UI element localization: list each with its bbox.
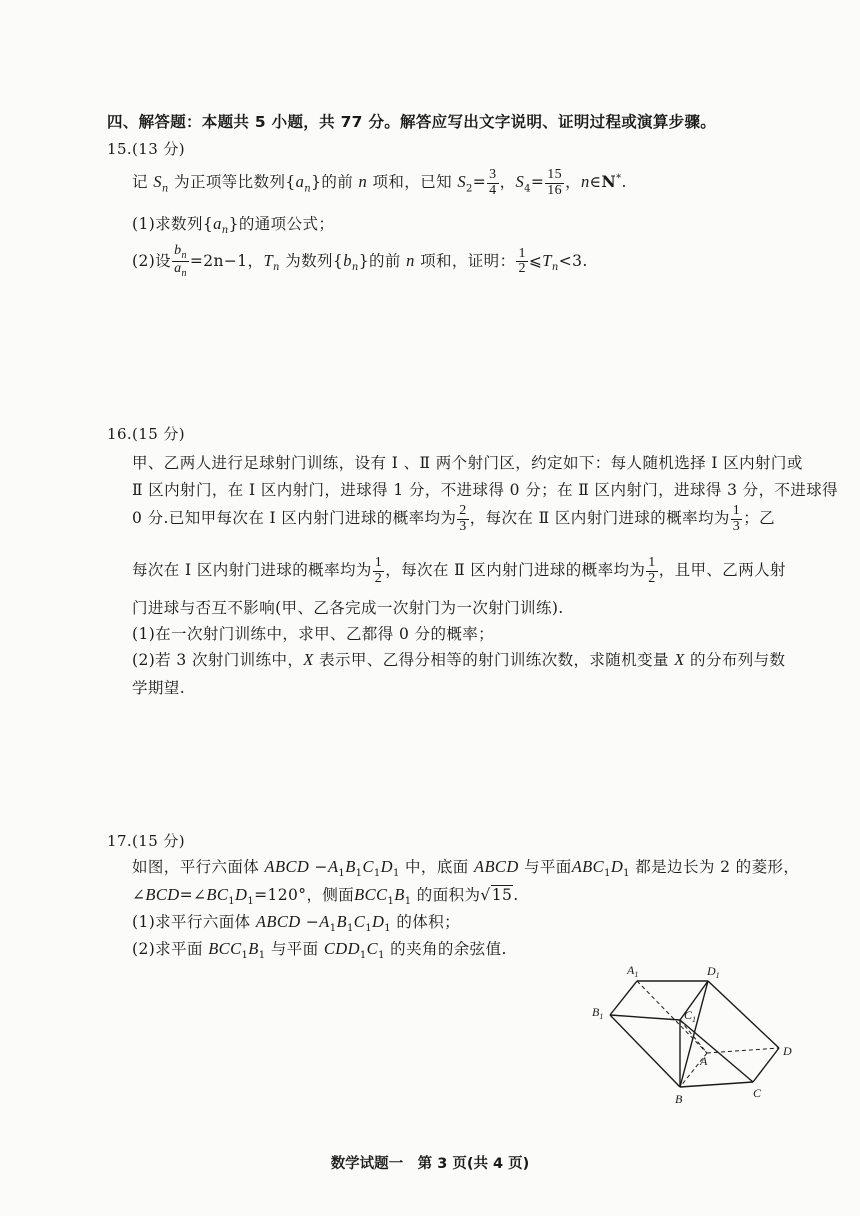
q15-header: 15.(13 分) [107, 140, 186, 158]
parallelepiped-figure [585, 955, 805, 1115]
q16-line2: Ⅱ 区内射门，在 Ⅰ 区内射门，进球得 1 分，不进球得 0 分；在 Ⅱ 区内射门，进球得 3 分，不进球得 [132, 481, 839, 499]
q17-header: 17.(15 分) [107, 832, 186, 850]
q16-part2-cont: 学期望. [132, 679, 186, 697]
q16-line5: 门进球与否互不影响(甲、乙各完成一次射门为一次射门训练). [132, 599, 564, 617]
hidden-edges [637, 981, 779, 1087]
q17-line2: $\angle BCD=\angle BC_1D_1=120^\circ$，侧面$BCC_1B_1$ 的面积为√15. [132, 885, 519, 908]
q16-line1: 甲、乙两人进行足球射门训练，设有 Ⅰ 、Ⅱ 两个射门区，约定如下：每人随机选择 Ⅰ 区内射门或 [132, 454, 803, 472]
q16-part2: (2)若 3 次射门训练中，X 表示甲、乙得分相等的射门训练次数，求随机变量 X 的分布列与数 [132, 650, 786, 669]
label-a: A [700, 1054, 708, 1068]
label-b: B [675, 1092, 683, 1106]
q17-part2: (2)求平面 $BCC_1B_1$ 与平面 $CDD_1C_1$ 的夹角的余弦值. [132, 939, 507, 962]
solid-edges [610, 981, 779, 1087]
page-footer: 数学试题一 第 3 页(共 4 页) [330, 1156, 530, 1172]
q16-line4: 每次在 Ⅰ 区内射门进球的概率均为 $\frac{1}{2}$ ，每次在 Ⅱ 区内射门进球的概率均为 $\frac{1}{2}$ ，且甲、乙两人射 [132, 555, 786, 586]
label-c1: $C_1$ [684, 1008, 697, 1024]
q17-part1: (1)求平行六面体 ABCD $-A_1B_1C_1D_1$ 的体积； [132, 912, 460, 935]
q16-line3: 0 分.已知甲每次在 Ⅰ 区内射门进球的概率均为 $\frac{2}{3}$ ，每次在 Ⅱ 区内射门进球的概率均为 $\frac{1}{3}$ ；乙 [132, 503, 776, 534]
q15-part1: (1)求数列$\{a_n\}$的通项公式； [132, 214, 335, 237]
q16-part1: (1)在一次射门训练中，求甲、乙都得 0 分的概率； [132, 625, 495, 643]
label-d1: $D_1$ [707, 964, 720, 980]
q16-header: 16.(15 分) [107, 425, 186, 443]
q15-part2: (2)设 $\frac{b_n}{a_n}$ =2n−1，$T_n$ 为数列$\{b_n\}$的前 n 项和，证明： $\frac{1}{2}$ $⩽T_n<3$. [132, 243, 588, 280]
label-c: C [753, 1086, 762, 1100]
label-a1: $A_1$ [627, 963, 639, 979]
q15-intro: 记 $S_n$ 为正项等比数列$\{a_n\}$的前 n 项和，已知 $S_2=$ $\frac{3}{4}$ ，$S_4=$ $\frac{15}{16}$ ，n∈N*. [132, 167, 627, 198]
label-d: D [783, 1044, 792, 1058]
q17-line1: 如图，平行六面体 ABCD $-A_1B_1C_1D_1$ 中，底面 ABCD 与平面$ABC_1D_1$ 都是边长为 2 的菱形， [132, 857, 800, 880]
label-b1: $B_1$ [592, 1005, 604, 1021]
section-heading: 四、解答题：本题共 5 小题，共 77 分。解答应写出文字说明、证明过程或演算步骤。 [107, 113, 717, 131]
